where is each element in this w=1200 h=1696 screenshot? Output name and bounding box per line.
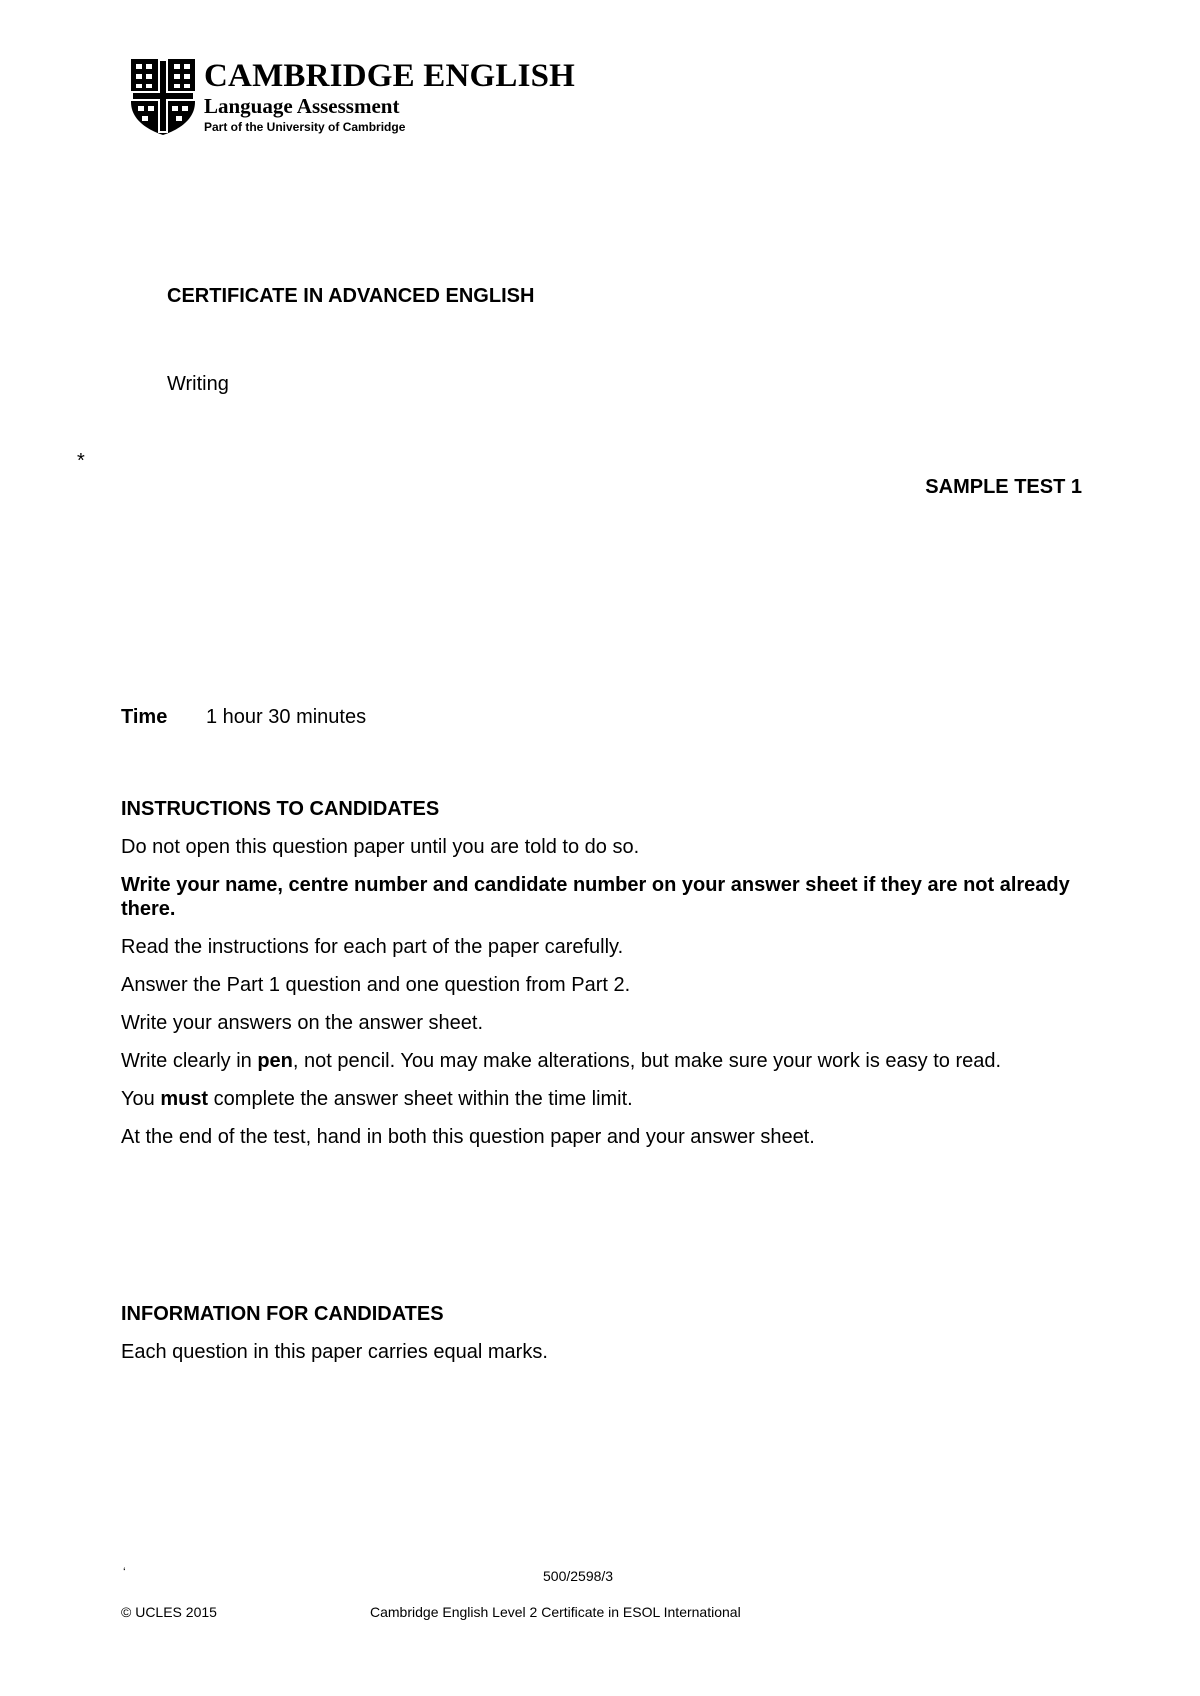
instructions-heading: INSTRUCTIONS TO CANDIDATES — [121, 798, 440, 820]
footer-copyright: © UCLES 2015 — [121, 1604, 217, 1620]
instruction-emphasis: must — [160, 1088, 209, 1110]
instruction-line: Read the instructions for each part of the paper carefully. — [121, 936, 624, 958]
paper-name: Writing — [167, 373, 229, 395]
instruction-line: At the end of the test, hand in both this question paper and your answer sheet. — [121, 1126, 815, 1148]
logo-title: CAMBRIDGE ENGLISH — [204, 58, 576, 94]
information-heading: INFORMATION FOR CANDIDATES — [121, 1303, 444, 1325]
instruction-line: Do not open this question paper until you are told to do so. — [121, 836, 640, 858]
instruction-text: , not pencil. You may make alterations, but make sure your work is easy to read. — [292, 1050, 1002, 1072]
instructions-section — [121, 797, 1071, 1163]
instruction-line — [121, 1049, 1071, 1073]
instruction-line: Write your answers on the answer sheet. — [121, 1012, 484, 1034]
certificate-title: CERTIFICATE IN ADVANCED ENGLISH — [167, 285, 535, 307]
footer-tick-mark: ‘ — [123, 1565, 126, 1579]
instruction-text: You — [121, 1088, 161, 1110]
sample-test-label: SAMPLE TEST 1 — [925, 476, 1082, 498]
time-row — [121, 706, 366, 729]
footer-paper-code: 500/2598/3 — [543, 1568, 614, 1584]
logo-subtitle: Language Assessment — [204, 94, 400, 118]
footer-level-text: Cambridge English Level 2 Certificate in ESOL International — [370, 1604, 741, 1620]
instruction-text: complete the answer sheet within the time limit. — [208, 1088, 633, 1110]
information-section — [121, 1302, 1071, 1378]
logo-text — [204, 58, 575, 133]
time-label: Time — [121, 706, 168, 728]
instruction-text: Write clearly in — [121, 1050, 258, 1072]
information-line: Each question in this paper carries equal marks. — [121, 1341, 548, 1363]
time-value: 1 hour 30 minutes — [206, 706, 367, 728]
instruction-line: Write your name, centre number and candidate number on your answer sheet if they are not already there. — [121, 874, 1070, 920]
instruction-line — [121, 1087, 1071, 1111]
logo-tagline: Part of the University of Cambridge — [204, 120, 406, 134]
instruction-line: Answer the Part 1 question and one question from Part 2. — [121, 974, 631, 996]
instruction-emphasis: pen — [257, 1050, 293, 1072]
cambridge-shield-icon — [130, 58, 196, 136]
cambridge-english-logo — [130, 58, 575, 136]
asterisk-mark: * — [77, 450, 85, 472]
